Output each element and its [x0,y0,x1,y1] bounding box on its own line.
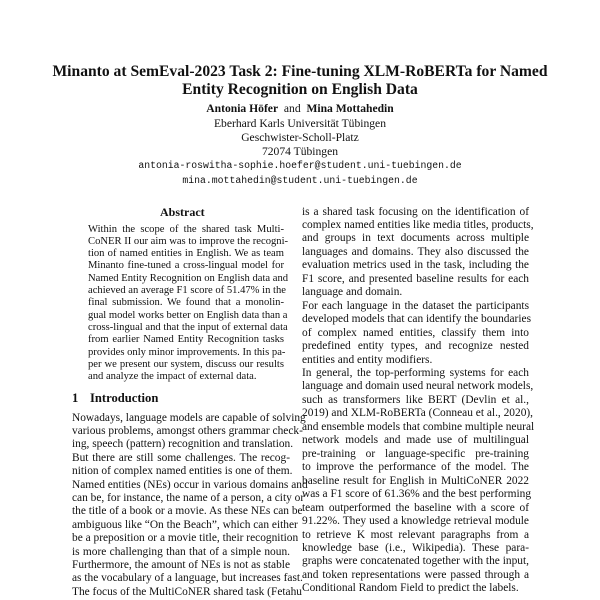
text-line: and groups in text documents across multiple [302,232,529,245]
text-line: 91.22%. They used a knowledge retrieval module [302,515,529,528]
affiliation-line: Eberhard Karls Universität Tübingen [213,117,387,130]
author-name: Antonia Höfer [206,102,279,115]
text-line: tion of named entities in English. We as team [88,248,284,260]
author-name: Mina Mottahedin [306,102,394,115]
text-line: The focus of the MultiCoNER shared task (Fetahu [72,585,302,598]
text-line: from earlier Named Entity Recognition tasks [88,334,284,346]
text-line: predefined entity types, and recognize nested [302,340,529,353]
text-line: be a preposition or a movie title, their recognition [72,532,299,545]
text-line: is a shared task focusing on the identification of [302,205,529,218]
text-line: complex named entities like media titles, products, [302,218,534,231]
text-line: and ensemble models that combine multiple neural [302,420,535,433]
text-line: was a F1 score of 61.36% and the best performing [302,488,532,501]
text-line: language and domain. [302,286,403,299]
text-line: Within the scope of the shared task Multi- [88,223,284,235]
text-line: 2019) and XLM-RoBERTa (Conneau et al., 2020), [302,407,534,420]
text-line: Nowadays, language models are capable of solving [72,411,306,424]
text-line: various problems, amongst others grammar check- [72,424,303,437]
section-number: 1 [72,391,79,405]
text-line: knowledge base (i.e., Wikipedia). These para- [302,542,529,554]
text-line: to retrieve K most relevant paragraphs from a [302,528,529,541]
text-line: as the vocabulary of a language, but increases fast. [72,572,303,585]
text-line: Named Entity Recognition on English data and [88,272,289,284]
text-line: language and domain used neural network models, [302,380,534,393]
text-line: of complex named entities, classify them into [302,326,529,339]
text-line: network models and made use of multilingual [302,434,529,447]
paper-title-line-2: Entity Recognition on English Data [182,81,418,98]
text-line: and analyze the impact of external data. [88,371,257,383]
text-line: and token representations were passed through a [302,568,529,581]
author-separator: and [283,102,301,115]
text-line: is more challenging than that of a simple noun. [72,545,290,558]
text-line: baseline result for English in MultiCoNER 2022 [302,474,529,487]
text-line: achieved an average F1 score of 51.47% in the [88,285,286,296]
author-email: mina.mottahedin@student.uni-tuebingen.de [182,175,418,186]
affiliation-line: Geschwister-Scholl-Platz [241,131,359,144]
text-line: provides only minor improvements. In this pa- [88,346,286,358]
text-line: ambiguous like “On the Beach”, which can either [72,518,298,531]
text-line: F1 score, and presented baseline results for each [302,272,529,285]
text-line: Furthermore, the amount of NEs is not as stable [72,558,290,571]
text-line: final submission. We found that a monolin- [88,297,284,309]
text-line: the title of a book or a movie. As these NEs can be [72,505,303,518]
text-line: pre-training or language-specific pre-training [302,447,529,460]
text-line: CoNER II our aim was to improve the recogni- [88,235,289,247]
text-line: Conditional Random Field to predict the labels. [302,582,519,595]
text-line: entities and entity modifiers. [302,353,433,366]
text-line: For each language in the dataset the participants [302,299,529,312]
text-line: per we present our system, discuss our results [88,358,284,370]
text-line: graphs were concatenated together with the input, [302,555,529,568]
text-line: can be, for instance, the name of a person, a city or [72,491,305,504]
text-line: In general, the top-performing systems for each [302,367,529,380]
text-line: But there are still some challenges. The recog- [72,451,290,464]
text-line: cross-lingual and that the input of external data [88,321,288,333]
text-line: Named entities (NEs) occur in various domains and [72,478,308,491]
abstract-heading: Abstract [160,205,205,219]
paper-title-line-1: Minanto at SemEval-2023 Task 2: Fine-tuning XLM-RoBERTa for Named [52,63,548,80]
authors [0,102,600,115]
text-line: to improve the performance of the model. The [302,461,529,474]
text-line: nition of complex named entities is one of them. [72,465,293,478]
author-email: antonia-roswitha-sophie.hoefer@student.uni-tuebingen.de [138,160,462,171]
text-line: team outperformed the baseline with a score of [302,501,529,514]
text-line: languages and domains. They also discussed the [302,245,529,258]
text-line: evaluation metrics used in the task, including the [302,259,529,272]
text-line: Minanto fine-tuned a cross-lingual model for [88,260,284,272]
text-line: developed models that can identify the boundaries [302,313,532,326]
text-line: gual model works better on English data than a [88,309,288,321]
section-heading: Introduction [90,391,159,405]
text-line: such as transformers like BERT (Devlin et al., [302,393,529,406]
affiliation-line: 72074 Tübingen [261,145,339,158]
text-line: ing, speech (pattern) recognition and translation. [72,438,294,451]
